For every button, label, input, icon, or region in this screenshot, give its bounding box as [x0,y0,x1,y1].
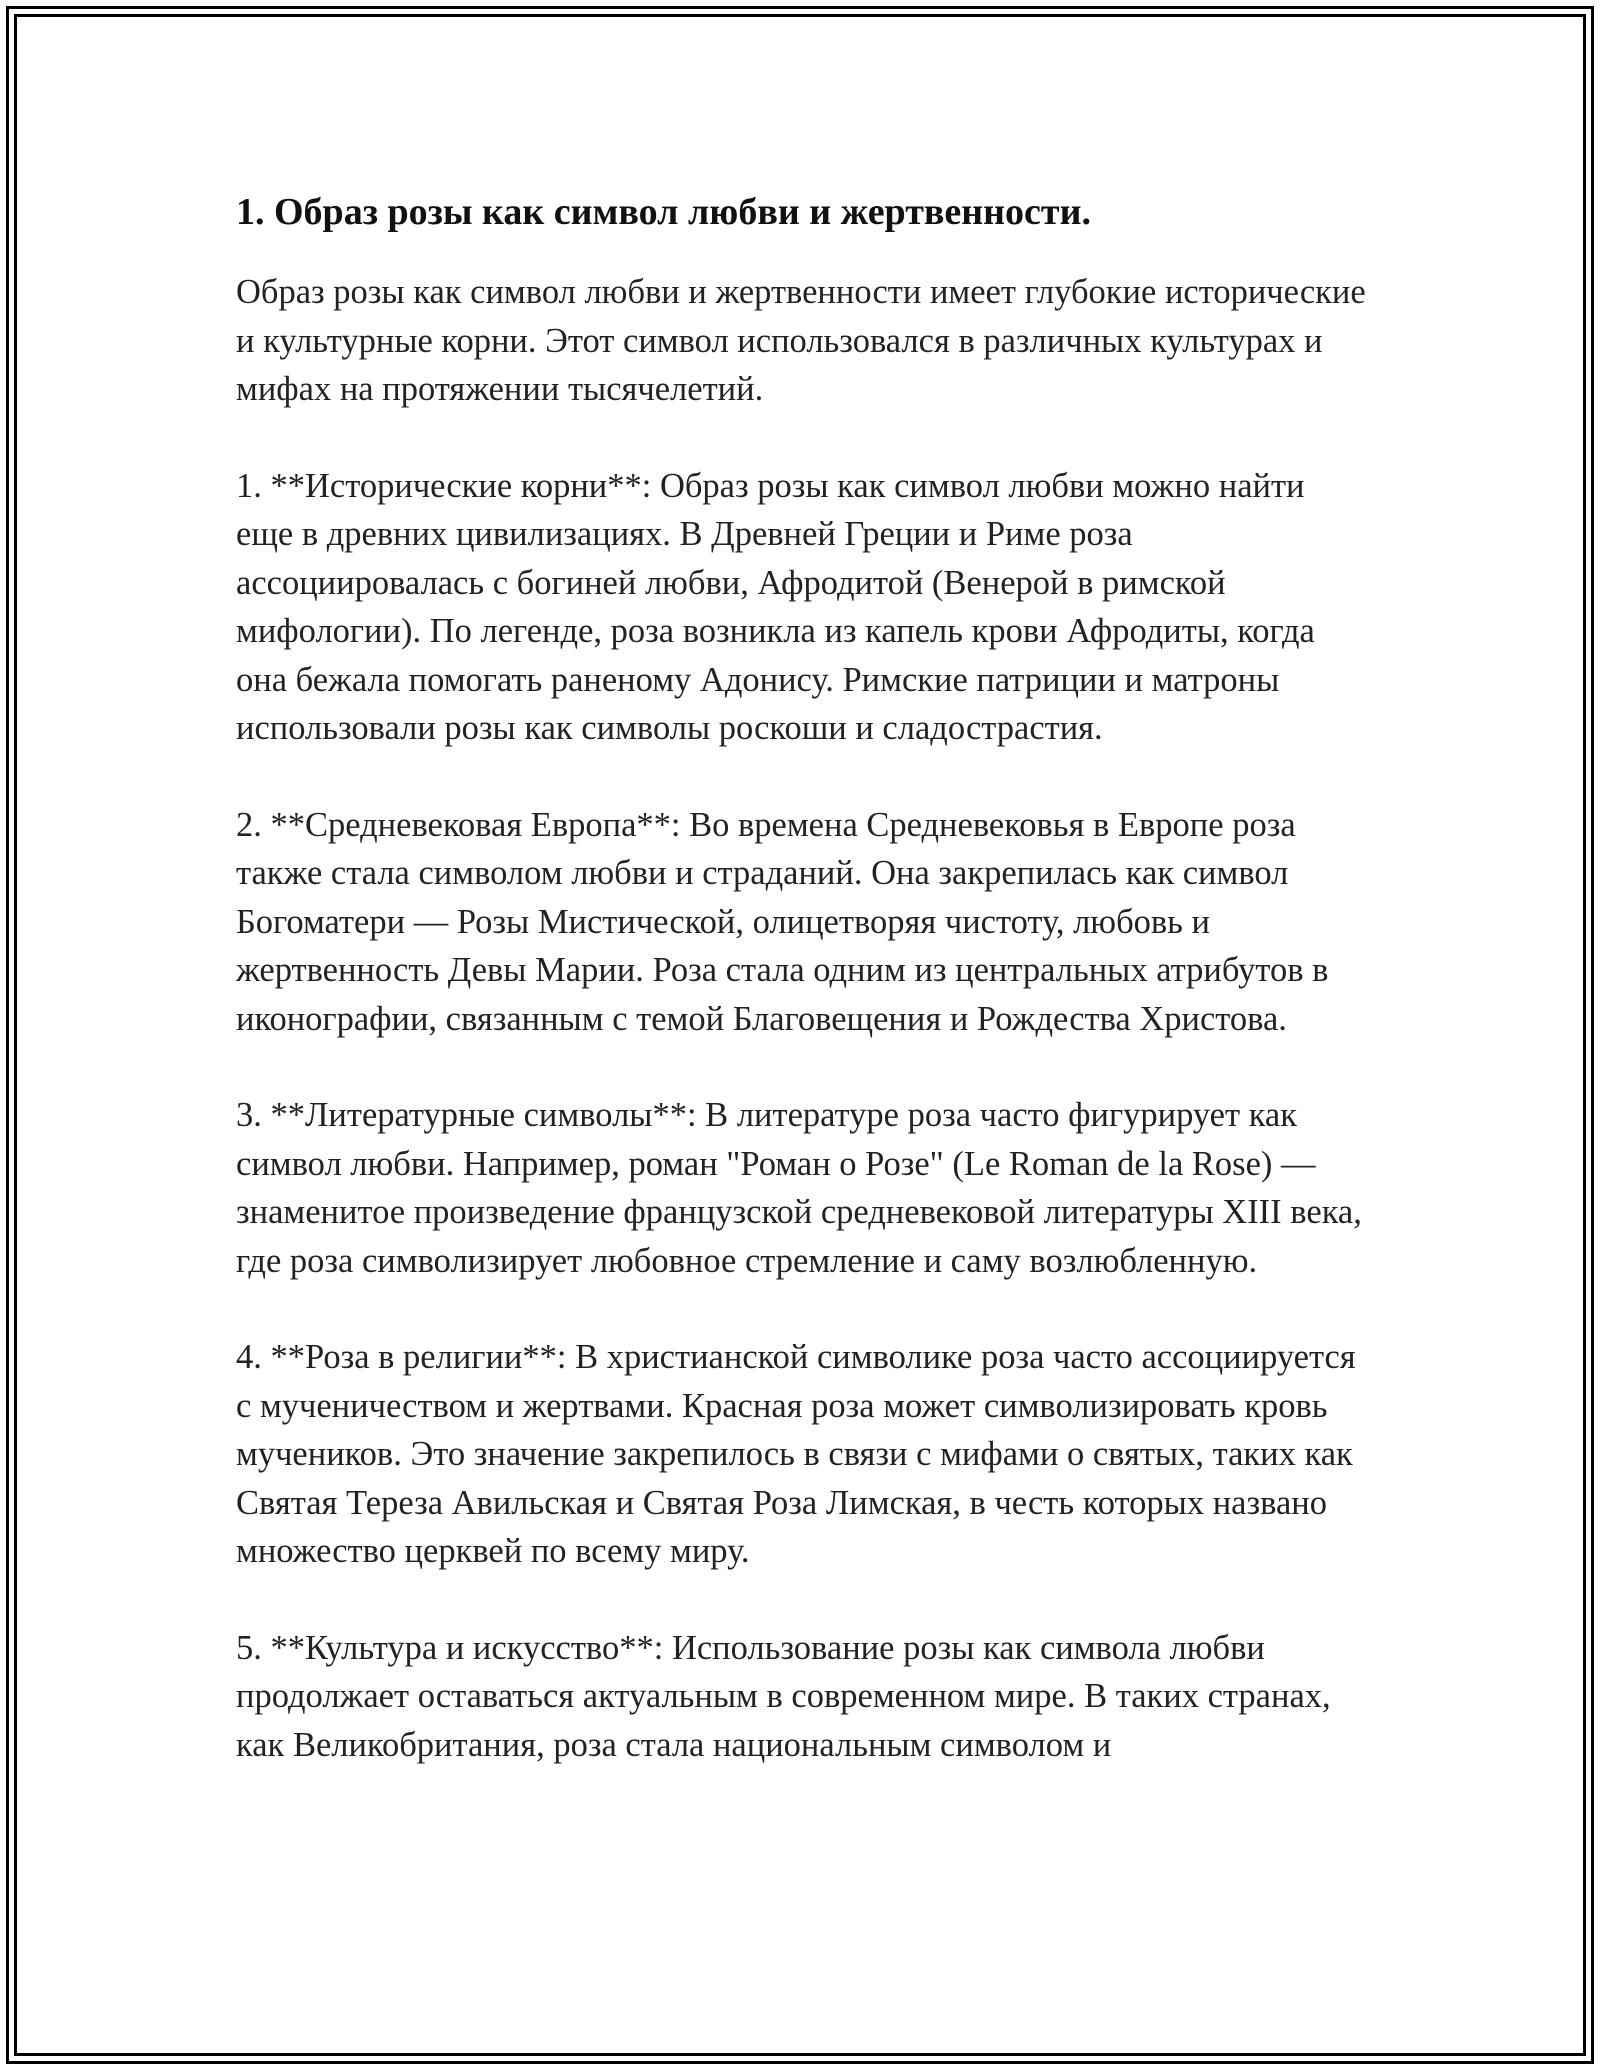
paragraph-religion: 4. **Роза в религии**: В христианской символике роза часто ассоциируется с мученичеством и жертвами. Красная роза может символизировать кровь мучеников. Это значение закрепилось в связи с мифами о святых, таких как Святая Тереза Авильская и Святая Роза Лимская, в честь которых названо множество церквей по всему миру. [236,1338,1356,1570]
paragraph-literary-symbols: 3. **Литературные символы**: В литературе роза часто фигурирует как символ любви. Например, роман "Роман о Розе" (Le Roman de la Rose) — знаменитое произведение французской средневековой литературы XIII века, где роза символизирует любовное стремление и саму возлюбленную. [236,1096,1362,1280]
paragraph-historical-roots: 1. **Исторические корни**: Образ розы как символ любви можно найти еще в древних цивилизациях. В Древней Греции и Риме роза ассоциировалась с богиней любви, Афродитой (Венерой в римской мифологии). По легенде, роза возникла из капель крови Афродиты, когда она бежала помогать раненому Адонису. Римские патриции и матроны использовали розы как символы роскоши и сладострастия. [236,466,1315,747]
section-heading: 1. Образ розы как символ любви и жертвенности. [236,191,1091,233]
intro-paragraph: Образ розы как символ любви и жертвенности имеет глубокие исторические и культурные корни. Этот символ использовался в различных культурах и мифах на протяжении тысячелетий. [236,273,1366,408]
document-body [236,186,1366,1817]
paragraph-culture-art: 5. **Культура и искусство**: Использование розы как символа любви продолжает оставаться актуальным в современном мире. В таких странах, как Великобритания, роза стала национальным символом и [236,1628,1331,1764]
paragraph-medieval-europe: 2. **Средневековая Европа**: Во времена Средневековья в Европе роза также стала символом любви и страданий. Она закрепилась как символ Богоматери — Розы Мистической, олицетворяя чистоту, любовь и жертвенность Девы Марии. Роза стала одним из центральных атрибутов в иконографии, связанным с темой Благовещения и Рождества Христова. [236,805,1329,1038]
